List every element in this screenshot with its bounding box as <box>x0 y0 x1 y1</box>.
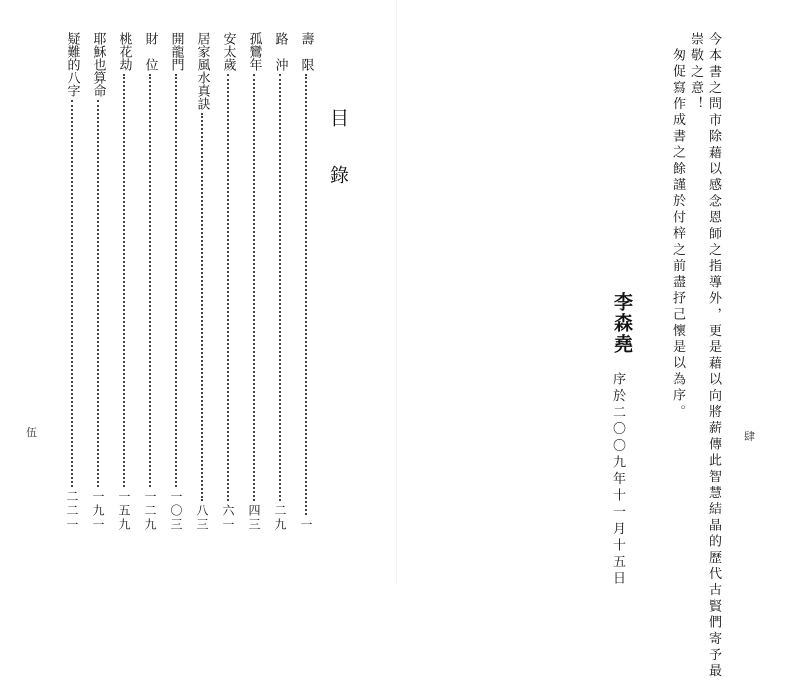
toc-entry-label: 開龍門 <box>168 32 184 71</box>
author-signature: 李森堯 <box>611 292 633 355</box>
toc-entry-label: 孤鸞年 <box>246 32 262 71</box>
toc-leader-dots <box>71 100 73 487</box>
toc-leader-dots <box>305 74 307 515</box>
toc-leader-dots <box>149 74 151 487</box>
toc-entry-page: 一九一 <box>91 490 105 532</box>
preface-line-2: 崇敬之意！ <box>688 32 703 113</box>
toc-entry-page: 四三 <box>247 504 261 532</box>
toc-entry-page: 一五九 <box>117 490 131 532</box>
toc-entry-page: 一二九 <box>143 490 157 532</box>
preface-date: 序於二〇〇九年十一月十五日 <box>610 372 625 588</box>
toc-entry-page: 八三 <box>195 504 209 532</box>
toc-entry <box>298 32 314 532</box>
toc-leader-dots <box>123 74 125 487</box>
toc-entry-label: 財 位 <box>142 32 158 71</box>
toc-entry-page: 一〇三 <box>169 490 183 532</box>
preface-line-1: 今本書之問市除藉以感念恩師之指導外，更是藉以向將薪傳此智慧結晶的歷代古賢們寄予最 <box>706 32 721 680</box>
toc-entry-label: 壽 限 <box>298 32 314 71</box>
toc-entry-label: 居家風水真訣 <box>194 32 210 110</box>
toc-entry <box>142 32 158 532</box>
toc-entry-label: 安太歲 <box>220 32 236 71</box>
toc-entry-label: 路 沖 <box>272 32 288 71</box>
toc-leader-dots <box>227 74 229 501</box>
toc-entry-page: 一 <box>299 518 313 532</box>
toc-entry-page: 二二一 <box>65 490 79 532</box>
toc-entry-label: 疑難的八字 <box>64 32 80 97</box>
toc-title: 目 錄 <box>327 108 349 184</box>
toc-leader-dots <box>175 74 177 487</box>
toc-leader-dots <box>97 100 99 487</box>
toc-entry-label: 耶穌也算命 <box>90 32 106 97</box>
toc-leader-dots <box>201 113 203 501</box>
toc-entry <box>194 32 210 532</box>
toc-leader-dots <box>279 74 281 501</box>
toc-entry-page: 六一 <box>221 504 235 532</box>
toc-entry <box>272 32 288 532</box>
book-fold <box>396 0 397 584</box>
toc-entry <box>64 32 80 532</box>
toc-entry <box>246 32 262 532</box>
toc-leader-dots <box>253 74 255 501</box>
toc-entry <box>90 32 106 532</box>
toc-entry <box>168 32 184 532</box>
toc-entry <box>220 32 236 532</box>
preface-line-3: 匆促寫作成書之餘謹於付梓之前盡抒己懷是以為序。 <box>670 48 685 421</box>
page-number-right: 肆 <box>744 430 755 443</box>
page-number-left: 伍 <box>26 426 37 439</box>
toc-entry-page: 二九 <box>273 504 287 532</box>
toc-entry <box>116 32 132 532</box>
toc-entry-label: 桃花劫 <box>116 32 132 71</box>
